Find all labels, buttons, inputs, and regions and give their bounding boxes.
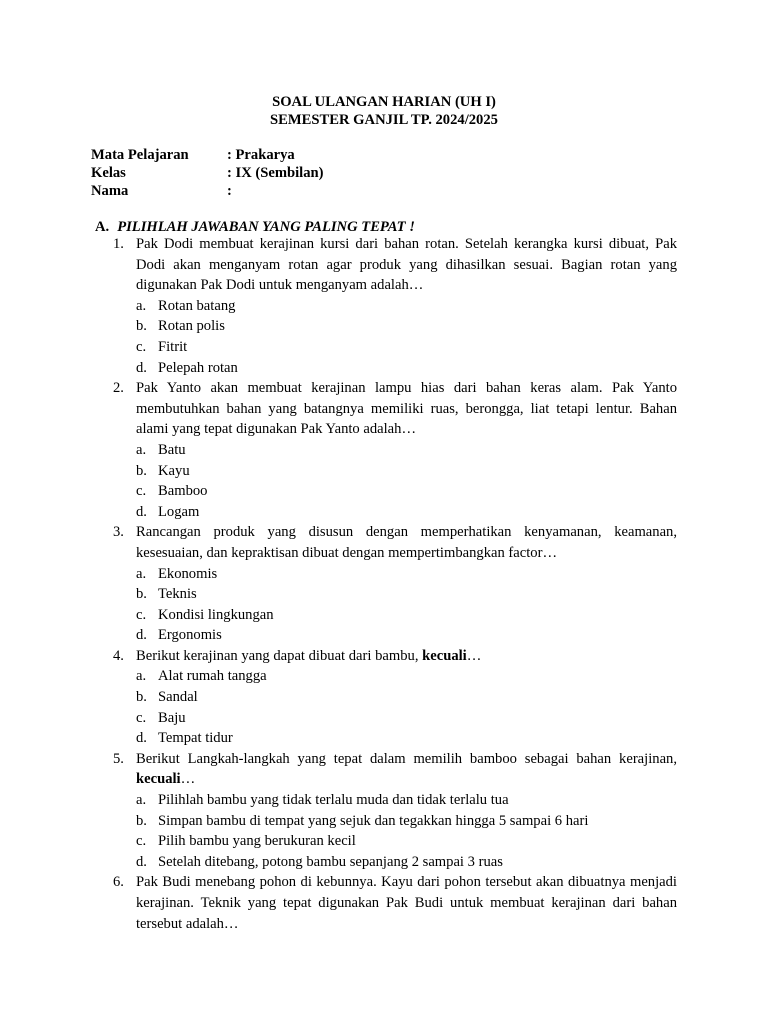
- option-letter: d.: [136, 627, 147, 644]
- question-text-main: Berikut Langkah-langkah yang tepat dalam memilih bamboo sebagai bahan kerajinan,: [136, 750, 677, 767]
- question-item: [0, 646, 768, 749]
- question-text: [136, 522, 677, 563]
- option-text: Bamboo: [158, 483, 208, 500]
- answer-option: [0, 564, 768, 585]
- question-text-main: Berikut kerajinan yang dapat dibuat dari bambu,: [136, 647, 423, 664]
- answer-option: [0, 852, 768, 873]
- student-info: [91, 146, 323, 200]
- question-number: 2.: [113, 380, 124, 397]
- option-letter: b.: [136, 462, 147, 479]
- answer-option: [0, 790, 768, 811]
- option-text: Ergonomis: [158, 627, 222, 644]
- answer-option: [0, 687, 768, 708]
- option-letter: d.: [136, 730, 147, 747]
- question-text-main: Pak Budi menebang pohon di kebunnya. Kayu dari pohon tersebut akan dibuatnya menjadi kerajinan. Teknik yang tepat digunakan Pak Budi untuk membuat kerajinan dari bahan tersebut adalah…: [136, 874, 677, 932]
- option-text: Sandal: [158, 689, 198, 706]
- option-letter: b.: [136, 586, 147, 603]
- question-text-main: Rancangan produk yang disusun dengan memperhatikan kenyamanan, keamanan, kesesuaian, dan kepraktisan dibuat dengan mempertimbangkan factor…: [136, 524, 677, 561]
- option-letter: c.: [136, 606, 147, 623]
- question-number: 3.: [113, 524, 124, 541]
- option-text: Kondisi lingkungan: [158, 606, 274, 623]
- question-text-tail: …: [180, 771, 196, 788]
- option-letter: b.: [136, 318, 147, 335]
- option-letter: a.: [136, 441, 147, 458]
- option-letter: a.: [136, 297, 147, 314]
- option-letter: d.: [136, 503, 147, 520]
- option-text: Ekonomis: [158, 565, 218, 582]
- question-item: [0, 234, 768, 378]
- question-text: [136, 378, 677, 440]
- answer-option: [0, 728, 768, 749]
- option-letter: b.: [136, 812, 147, 829]
- answer-option: [0, 666, 768, 687]
- option-text: Pelepah rotan: [158, 359, 238, 376]
- info-label: Kelas: [91, 165, 126, 181]
- option-letter: d.: [136, 359, 147, 376]
- option-text: Pilih bambu yang berukuran kecil: [158, 833, 356, 850]
- option-text: Setelah ditebang, potong bambu sepanjang 2 sampai 3 ruas: [158, 853, 503, 870]
- document-title: SOAL ULANGAN HARIAN (UH I): [272, 94, 496, 110]
- answer-option: [0, 461, 768, 482]
- option-text: Rotan polis: [158, 318, 225, 335]
- question-text: [136, 646, 677, 667]
- answer-option: [0, 316, 768, 337]
- answer-option: [0, 811, 768, 832]
- info-row: [91, 182, 323, 200]
- option-letter: a.: [136, 565, 147, 582]
- option-letter: b.: [136, 689, 147, 706]
- option-letter: c.: [136, 483, 147, 500]
- question-emphasis: kecuali: [422, 647, 467, 664]
- question-text: [136, 872, 677, 934]
- info-row: [91, 164, 323, 182]
- option-letter: a.: [136, 792, 147, 809]
- answer-option: [0, 296, 768, 317]
- info-value: : Prakarya: [227, 147, 295, 163]
- option-letter: c.: [136, 338, 147, 355]
- question-item: [0, 378, 768, 522]
- answer-option: [0, 358, 768, 379]
- question-number: 1.: [113, 236, 124, 252]
- answer-option: [0, 708, 768, 729]
- question-emphasis: kecuali: [136, 771, 181, 788]
- answer-option: [0, 831, 768, 852]
- info-row: [91, 146, 323, 164]
- info-value: :: [227, 183, 232, 199]
- info-label: Mata Pelajaran: [91, 147, 189, 163]
- question-text: [136, 749, 677, 790]
- answer-option: [0, 605, 768, 626]
- option-text: Logam: [158, 503, 200, 520]
- option-text: Fitrit: [158, 338, 188, 355]
- option-text: Tempat tidur: [158, 730, 233, 747]
- question-text-main: Pak Dodi membuat kerajinan kursi dari bahan rotan. Setelah kerangka kursi dibuat, Pak Dodi akan menganyam rotan agar produk yang dihasilkan sesuai. Bagian rotan yang digunakan Pak Dodi untuk menganyam adalah…: [136, 236, 677, 294]
- question-text: [136, 234, 677, 296]
- answer-option: [0, 584, 768, 605]
- answer-option: [0, 337, 768, 358]
- option-letter: c.: [136, 833, 147, 850]
- info-label: Nama: [91, 183, 129, 199]
- option-text: Batu: [158, 441, 186, 458]
- question-item: [0, 522, 768, 646]
- question-item: [0, 749, 768, 873]
- answer-option: [0, 502, 768, 523]
- question-number: 6.: [113, 874, 124, 891]
- document-subtitle: SEMESTER GANJIL TP. 2024/2025: [270, 112, 498, 128]
- option-text: Teknis: [158, 586, 197, 603]
- option-text: Kayu: [158, 462, 190, 479]
- question-text-tail: …: [466, 647, 482, 664]
- option-text: Rotan batang: [158, 297, 236, 314]
- question-text-main: Pak Yanto akan membuat kerajinan lampu hias dari bahan keras alam. Pak Yanto membutuhkan bahan yang batangnya memiliki ruas, berongga, liat tetapi lentur. Bahan alami yang tepat digunakan Pak Yanto adalah…: [136, 380, 677, 438]
- section-letter: A.: [95, 219, 110, 235]
- info-value: : IX (Sembilan): [227, 165, 324, 181]
- option-text: Pilihlah bambu yang tidak terlalu muda dan tidak terlalu tua: [158, 792, 509, 809]
- option-text: Alat rumah tangga: [158, 668, 267, 685]
- option-letter: a.: [136, 668, 147, 685]
- option-text: Baju: [158, 709, 186, 726]
- question-list: [0, 234, 768, 934]
- question-number: 4.: [113, 647, 124, 664]
- question-number: 5.: [113, 750, 124, 767]
- option-letter: c.: [136, 709, 147, 726]
- answer-option: [0, 625, 768, 646]
- question-item: [0, 872, 768, 934]
- option-text: Simpan bambu di tempat yang sejuk dan tegakkan hingga 5 sampai 6 hari: [158, 812, 589, 829]
- answer-option: [0, 440, 768, 461]
- option-letter: d.: [136, 853, 147, 870]
- section-title: PILIHLAH JAWABAN YANG PALING TEPAT !: [117, 219, 415, 235]
- answer-option: [0, 481, 768, 502]
